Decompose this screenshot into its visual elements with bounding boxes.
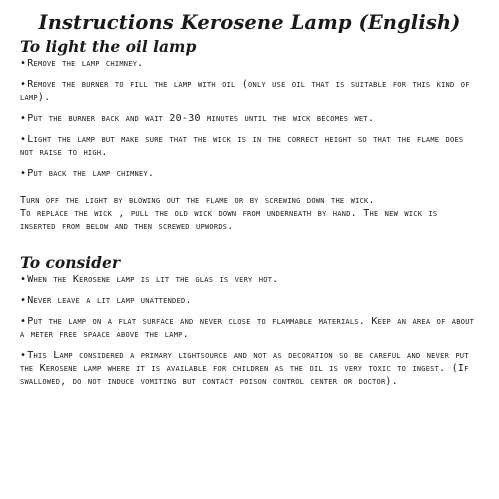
list-item: • Remove the lamp chimney. — [20, 57, 479, 70]
wick-instructions — [20, 194, 479, 233]
safety-notes — [20, 273, 479, 388]
section-heading-light-lamp: To light the oil lamp — [20, 37, 197, 56]
list-item: • Remove the burner to fill the lamp with oil (only use oil that is suitable for this kind of lamp). — [20, 78, 479, 104]
section-heading-to-consider: To consider — [20, 253, 121, 272]
list-item: • Put the burner back and wait 20-30 minutes until the wick becomes wet. — [20, 112, 479, 125]
paragraph-turn-off: Turn off the light by blowing out the flame or by screwing down the wick. — [20, 195, 375, 206]
page-title: Instructions Kerosene Lamp (English) — [38, 11, 461, 34]
list-item: • Light the lamp but make sure that the wick is in the correct height so that the flame does not raise to high. — [20, 133, 479, 159]
list-item: • When the Kerosene lamp is lit the glas is very hot. — [20, 273, 479, 286]
list-item: • Put back the lamp chimney. — [20, 167, 479, 180]
paragraph-replace-wick: To replace the wick , pull the old wick down from underneath by hand. The new wick is inserted from below and then screwed upwords. — [20, 208, 438, 232]
light-lamp-steps — [20, 57, 479, 180]
list-item: • This Lamp considered a primary lightsource and not as decoration so be careful and never put the Kerosene lamp where it is available for children as the oil is very toxic to ingest. (If swallowed, do not induce vomiting but contact poison control center or doctor). — [20, 349, 479, 388]
list-item: • Never leave a lit lamp unattended. — [20, 294, 479, 307]
list-item: • Put the lamp on a flat surface and never close to flammable materials. Keep an area of about a meter free spaace above the lamp. — [20, 315, 479, 341]
